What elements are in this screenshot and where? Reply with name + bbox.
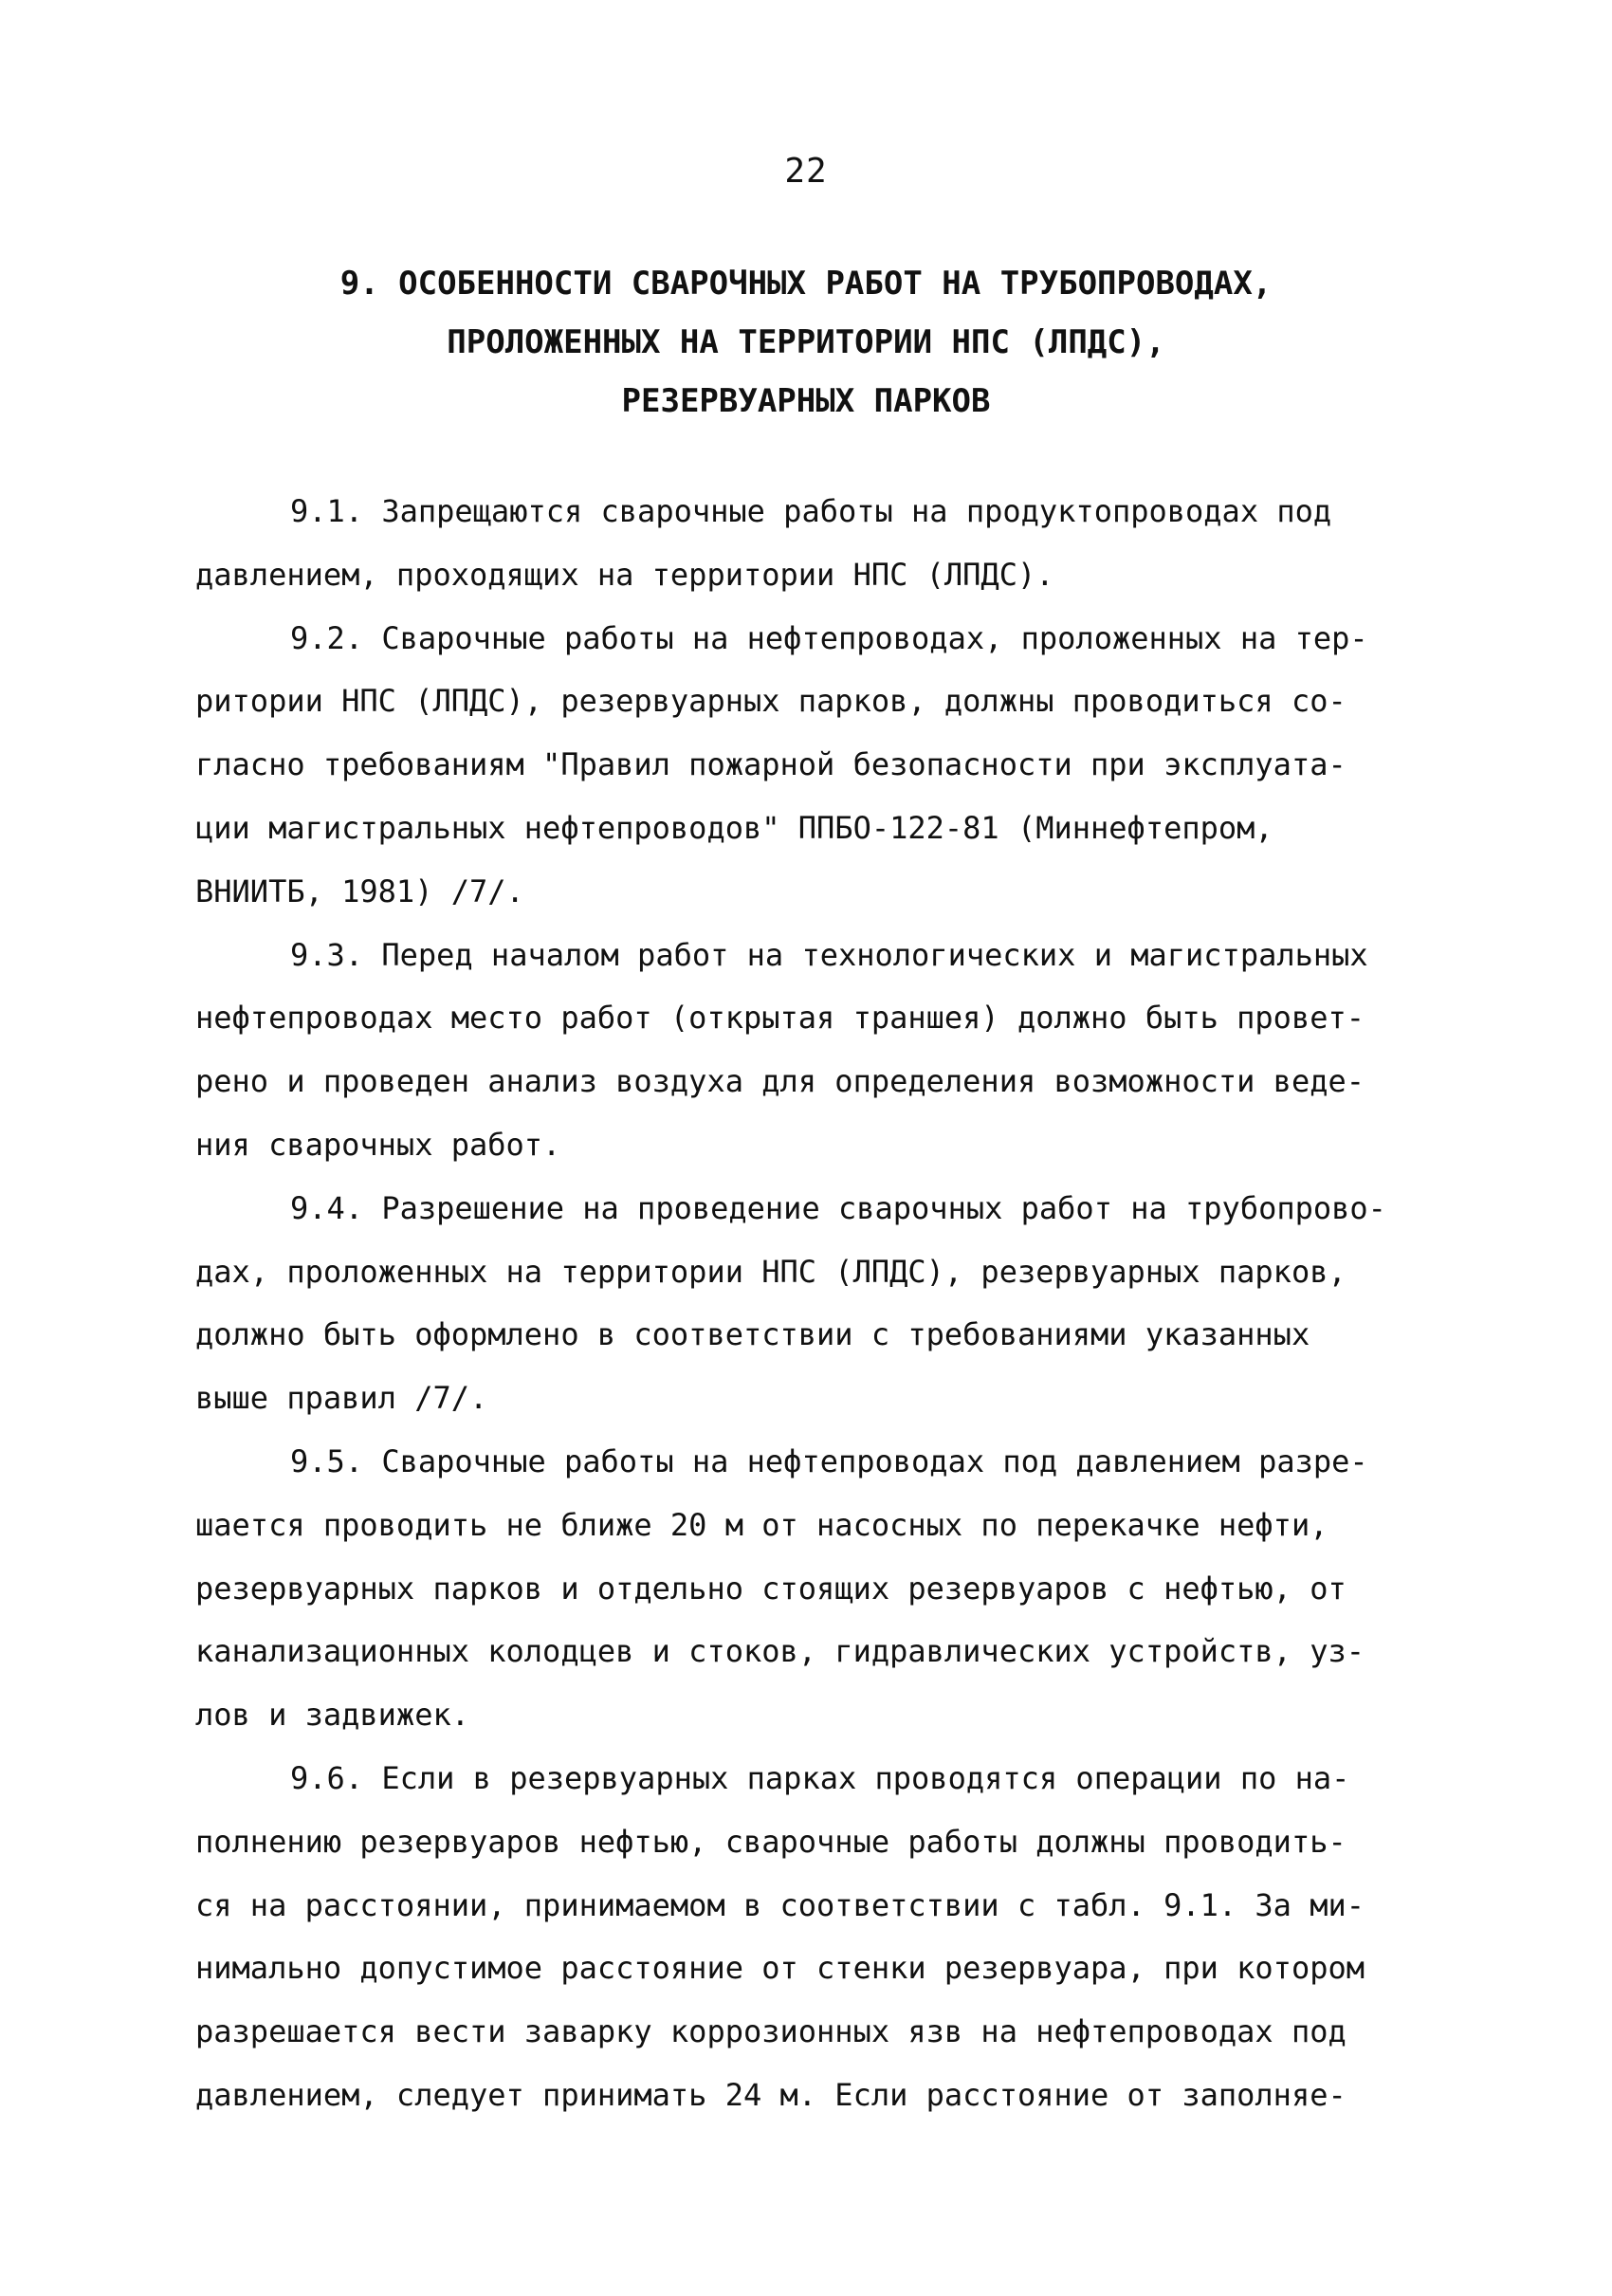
- heading-line: 9. ОСОБЕННОСТИ СВАРОЧНЫХ РАБОТ НА ТРУБОПРОВОДАХ,: [339, 265, 1273, 303]
- paragraph-9-4: [195, 1177, 1447, 1430]
- text-line: рено и проведен анализ воздуха для определения возможности веде-: [195, 1063, 1365, 1100]
- heading-line: ПРОЛОЖЕННЫХ НА ТЕРРИТОРИИ НПС (ЛПДС),: [447, 323, 1165, 361]
- text-line: 9.3. Перед началом работ на технологических и магистральных: [290, 936, 1368, 973]
- text-line: давлением, следует принимать 24 м. Если расстояние от заполняе-: [195, 2076, 1346, 2113]
- text-line: шается проводить не ближе 20 м от насосных по перекачке нефти,: [195, 1506, 1328, 1543]
- text-line: нефтепроводах место работ (открытая траншея) должно быть провет-: [195, 1000, 1365, 1037]
- text-line: ся на расстоянии, принимаемом в соответствии с табл. 9.1. За ми-: [195, 1886, 1365, 1923]
- paragraph-9-2: [195, 607, 1447, 924]
- paragraph-9-6: [195, 1747, 1447, 2127]
- document-body: [195, 480, 1447, 2127]
- text-line: ции магистральных нефтепроводов" ППБО-122-81 (Миннефтепром,: [195, 809, 1273, 846]
- heading-line: РЕЗЕРВУАРНЫХ ПАРКОВ: [621, 382, 991, 420]
- text-line: 9.6. Если в резервуарных парках проводятся операции по на-: [290, 1759, 1350, 1796]
- text-line: канализационных колодцев и стоков, гидравлических устройств, уз-: [195, 1633, 1365, 1670]
- text-line: дах, проложенных на территории НПС (ЛПДС), резервуарных парков,: [195, 1253, 1346, 1290]
- text-line: резервуарных парков и отдельно стоящих резервуаров с нефтью, от: [195, 1570, 1346, 1607]
- paragraph-9-3: [195, 924, 1447, 1177]
- text-line: 9.5. Сварочные работы на нефтепроводах под давлением разре-: [290, 1442, 1368, 1479]
- page-number: 22: [784, 152, 828, 191]
- section-heading: [190, 254, 1422, 431]
- text-line: выше правил /7/.: [195, 1380, 488, 1417]
- paragraph-9-5: [195, 1430, 1447, 1747]
- text-line: 9.1. Запрещаются сварочные работы на продуктопроводах под: [290, 493, 1332, 529]
- text-line: 9.2. Сварочные работы на нефтепроводах, проложенных на тер-: [290, 619, 1368, 656]
- text-line: гласно требованиям "Правил пожарной безопасности при эксплуата-: [195, 746, 1346, 783]
- text-line: давлением, проходящих на территории НПС (ЛПДС).: [195, 556, 1054, 593]
- paragraph-9-1: [195, 480, 1447, 607]
- text-line: нимально допустимое расстояние от стенки резервуара, при котором: [195, 1950, 1365, 1987]
- text-line: должно быть оформлено в соответствии с требованиями указанных: [195, 1316, 1310, 1353]
- text-line: разрешается вести заварку коррозионных язв на нефтепроводах под: [195, 2013, 1346, 2050]
- text-line: ВНИИТБ, 1981) /7/.: [195, 872, 524, 909]
- text-line: ния сварочных работ.: [195, 1126, 561, 1163]
- text-line: ритории НПС (ЛПДС), резервуарных парков, должны проводиться со-: [195, 683, 1346, 720]
- text-line: 9.4. Разрешение на проведение сварочных работ на трубопрово-: [290, 1189, 1386, 1226]
- text-line: лов и задвижек.: [195, 1697, 469, 1734]
- text-line: полнению резервуаров нефтью, сварочные работы должны проводить-: [195, 1823, 1346, 1860]
